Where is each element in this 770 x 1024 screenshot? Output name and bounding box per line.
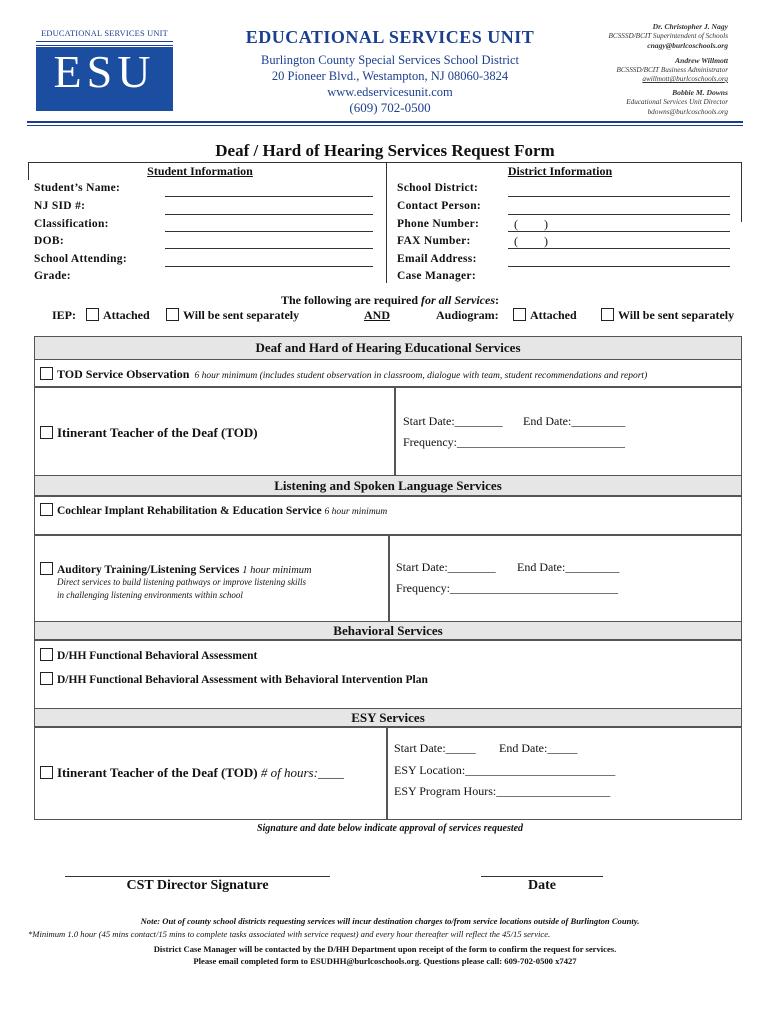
lsl-end-date[interactable]: End Date:_________ <box>517 560 620 574</box>
address: 20 Pioneer Blvd., Westampton, NJ 08060-3824 <box>271 69 509 83</box>
behavioral-services-header: Behavioral Services <box>34 621 742 641</box>
iep-separate-option[interactable] <box>166 308 299 323</box>
checkbox-icon[interactable] <box>40 503 53 516</box>
header-rule <box>27 121 743 123</box>
org-name: EDUCATIONAL SERVICES UNIT <box>245 27 535 47</box>
footer-email: Please email completed form to ESUDHH@burlcoschools.org. Questions please call: 609-702-0500 x7427 <box>193 956 577 966</box>
logo-small-text: EDUCATIONAL SERVICES UNIT <box>41 29 168 38</box>
contact-email[interactable]: cnagy@burlcoschools.org <box>647 41 728 51</box>
grade-label: Grade: <box>34 270 71 282</box>
case-manager-label: Case Manager: <box>397 270 476 282</box>
option-label: D/HH Functional Behavioral Assessment with Behavioral Intervention Plan <box>57 674 428 686</box>
school-attending-input[interactable] <box>165 266 373 267</box>
contact-email[interactable]: bdowns@burlcoschools.org <box>647 107 728 116</box>
esy-hours-field[interactable]: # of hours:____ <box>260 765 344 780</box>
footer-contact: District Case Manager will be contacted by the D/HH Department upon receipt of the form to confirm the request for services. <box>153 944 617 954</box>
approval-note: Signature and date below indicate approval of services requested <box>256 823 524 834</box>
itinerant-option[interactable] <box>40 425 258 441</box>
option-label: Itinerant Teacher of the Deaf (TOD) <box>57 765 258 780</box>
esy-services-header: ESY Services <box>34 708 742 728</box>
dhh-frequency[interactable]: Frequency:____________________________ <box>403 435 625 449</box>
fba-option[interactable] <box>40 648 257 662</box>
district-box-edge <box>741 162 742 222</box>
contact-2 <box>488 56 728 85</box>
phone: (609) 702-0500 <box>349 100 431 115</box>
phone-number-label: Phone Number: <box>397 218 480 230</box>
option-note: 6 hour minimum (includes student observation in classroom, dialogue with team, student recommendations and report) <box>194 371 648 381</box>
student-name-label: Student’s Name: <box>34 182 121 194</box>
lsl-frequency[interactable]: Frequency:____________________________ <box>396 581 618 595</box>
checkbox-icon[interactable] <box>40 426 53 439</box>
date-line[interactable] <box>481 876 603 877</box>
fax-number-label: FAX Number: <box>397 235 471 247</box>
contact-name: Andrew Willmott <box>675 55 728 65</box>
checkbox-icon[interactable] <box>40 562 53 575</box>
esy-location[interactable]: ESY Location:_________________________ <box>394 763 616 777</box>
contact-title: BCSSSD/BCIT Business Administrator <box>616 65 728 74</box>
option-label: Will be sent separately <box>183 308 300 322</box>
checkbox-icon[interactable] <box>166 308 179 321</box>
dob-label: DOB: <box>34 235 64 247</box>
footer-note: Note: Out of county school districts requesting services will incur destination charges to/from service locations outside of Burlington County. <box>140 916 640 926</box>
dhh-services-header: Deaf and Hard of Hearing Educational Services <box>34 336 742 360</box>
header-rule-thin <box>27 125 743 126</box>
contact-name: Bobbie M. Downs <box>672 88 728 98</box>
lsl-services-header: Listening and Spoken Language Services <box>34 475 742 497</box>
iep-label: IEP: <box>52 308 76 322</box>
contact-1 <box>488 22 728 52</box>
contact-title: Educational Services Unit Director <box>626 98 728 107</box>
email-address-input[interactable] <box>508 266 730 267</box>
fax-area-open: ( <box>514 234 518 248</box>
dhh-end-date[interactable]: End Date:_________ <box>523 414 626 428</box>
cst-signature-label: CST Director Signature <box>126 878 269 893</box>
contact-person-input[interactable] <box>508 214 730 215</box>
checkbox-icon[interactable] <box>86 308 99 321</box>
district-name: Burlington County Special Services School District <box>261 53 519 67</box>
email-address-label: Email Address: <box>397 253 477 265</box>
lsl-start-date[interactable]: Start Date:________ <box>396 560 496 574</box>
contact-name: Dr. Christopher J. Nagy <box>652 22 728 31</box>
phone-area-open: ( <box>514 217 518 231</box>
option-label: D/HH Functional Behavioral Assessment <box>57 650 258 662</box>
contacts <box>488 22 728 117</box>
checkbox-icon[interactable] <box>513 308 526 321</box>
required-text: The following are required <box>280 293 418 307</box>
required-text-italic: for all Services <box>421 293 495 307</box>
esy-start-date[interactable]: Start Date:_____ <box>394 741 476 755</box>
dob-input[interactable] <box>165 248 373 249</box>
option-label: Cochlear Implant Rehabilitation & Education Service <box>57 505 322 517</box>
itinerant-row-right <box>394 386 742 476</box>
auditory-option[interactable] <box>40 562 312 576</box>
form-title: Deaf / Hard of Hearing Services Request Form <box>215 141 555 160</box>
school-attending-label: School Attending: <box>34 253 127 265</box>
auditory-row-right <box>388 534 742 623</box>
audiogram-attached-option[interactable] <box>513 308 577 323</box>
school-district-input[interactable] <box>508 196 730 197</box>
required-note <box>0 293 770 308</box>
option-label: Will be sent separately <box>618 308 735 322</box>
option-label: TOD Service Observation <box>57 367 190 381</box>
student-box-edge <box>28 162 29 180</box>
option-label: Attached <box>530 308 577 322</box>
student-info-heading: Student Information <box>147 164 253 178</box>
checkbox-icon[interactable] <box>40 766 53 779</box>
option-note: 1 hour minimum <box>242 565 312 576</box>
esy-itinerant-option[interactable] <box>40 765 344 781</box>
website[interactable]: www.edservicesunit.com <box>327 85 453 99</box>
checkbox-icon[interactable] <box>40 672 53 685</box>
auditory-desc-1: Direct services to build listening pathways or improve listening skills <box>57 577 307 587</box>
iep-attached-option[interactable] <box>86 308 150 323</box>
footer-minimum: *Minimum 1.0 hour (45 mins contact/15 mins to complete tasks associated with service request) and every hour thereafter will reflect the 45/15 service. <box>28 929 551 939</box>
contact-person-label: Contact Person: <box>397 200 482 212</box>
school-district-label: School District: <box>397 182 479 194</box>
cst-signature-line[interactable] <box>65 876 330 877</box>
fba-bip-option[interactable] <box>40 672 428 686</box>
fax-number-input[interactable] <box>508 248 730 249</box>
cochlear-option[interactable] <box>40 503 387 517</box>
phone-area-close: ) <box>544 217 548 231</box>
phone-number-input[interactable] <box>508 231 730 232</box>
audiogram-separate-option[interactable] <box>601 308 734 323</box>
checkbox-icon[interactable] <box>40 367 53 380</box>
dhh-start-date[interactable]: Start Date:________ <box>403 414 503 428</box>
classification-input[interactable] <box>165 231 373 232</box>
and-text: AND <box>364 308 390 322</box>
tod-observation-option[interactable] <box>40 367 647 382</box>
contact-title: BCSSSD/BCIT Superintendent of Schools <box>608 32 728 41</box>
option-note: 6 hour minimum <box>324 507 388 517</box>
option-label: Itinerant Teacher of the Deaf (TOD) <box>57 425 258 440</box>
date-label: Date <box>528 878 556 893</box>
esy-end-date[interactable]: End Date:_____ <box>499 741 578 755</box>
option-label: Attached <box>103 308 150 322</box>
contact-3 <box>488 88 728 117</box>
audiogram-label: Audiogram: <box>436 308 499 322</box>
nj-sid-input[interactable] <box>165 214 373 215</box>
checkbox-icon[interactable] <box>601 308 614 321</box>
esy-program-hours[interactable]: ESY Program Hours:___________________ <box>394 784 611 798</box>
esu-logo <box>36 29 173 111</box>
contact-email[interactable]: awillmott@burlcoschools.org <box>642 75 728 84</box>
checkbox-icon[interactable] <box>40 648 53 661</box>
district-info-heading: District Information <box>507 164 613 178</box>
auditory-desc-2: in challenging listening environments within school <box>57 590 243 600</box>
classification-label: Classification: <box>34 218 109 230</box>
option-label: Auditory Training/Listening Services <box>57 564 240 576</box>
nj-sid-label: NJ SID #: <box>34 200 86 212</box>
required-colon: : <box>495 293 499 307</box>
logo-big-text: ESU <box>53 46 156 97</box>
fax-area-close: ) <box>544 234 548 248</box>
student-name-input[interactable] <box>165 196 373 197</box>
